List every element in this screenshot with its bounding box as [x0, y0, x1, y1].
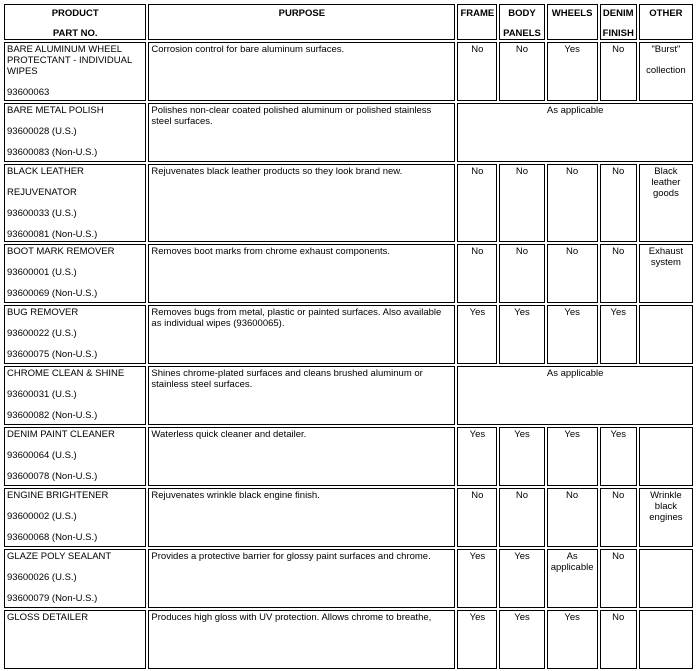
part-number: 93600081 (Non-U.S.)	[7, 229, 98, 240]
part-number: 93600028 (U.S.)	[7, 126, 77, 137]
part-number: 93600063	[7, 87, 50, 98]
wheels-cell: Yes	[547, 42, 598, 101]
part-number: 93600033 (U.S.)	[7, 208, 77, 219]
table-row	[4, 305, 693, 364]
body-panels-cell: Yes	[499, 549, 544, 608]
table-row	[4, 42, 693, 101]
part-number: 93600002 (U.S.)	[7, 511, 77, 522]
purpose-cell: Corrosion control for bare aluminum surfaces.	[148, 42, 455, 101]
purpose-cell: Shines chrome-plated surfaces and cleans brushed aluminum or stainless steel surfaces.	[148, 366, 455, 425]
wheels-cell: Yes	[547, 305, 598, 364]
purpose-cell: Produces high gloss with UV protection. Allows chrome to breathe,	[148, 610, 455, 669]
table-row	[4, 488, 693, 547]
denim-finish-cell: No	[600, 244, 637, 303]
product-name: GLAZE POLY SEALANT	[7, 551, 112, 562]
product-name: BARE METAL POLISH	[7, 105, 104, 116]
purpose-cell: Waterless quick cleaner and detailer.	[148, 427, 455, 486]
header-wheels-label: WHEELS	[551, 8, 593, 19]
header-other-label: OTHER	[649, 8, 683, 19]
denim-finish-cell: No	[600, 549, 637, 608]
part-number: 93600083 (Non-U.S.)	[7, 147, 98, 158]
header-other	[639, 4, 693, 40]
denim-finish-cell: Yes	[600, 427, 637, 486]
body-panels-cell: No	[499, 164, 544, 242]
header-row	[4, 4, 693, 40]
purpose-cell: Rejuvenates wrinkle black engine finish.	[148, 488, 455, 547]
other-cell	[639, 549, 693, 608]
purpose-cell: Removes boot marks from chrome exhaust components.	[148, 244, 455, 303]
applicability-cell: As applicable	[457, 103, 693, 162]
table-row	[4, 164, 693, 242]
header-frame	[457, 4, 497, 40]
frame-cell: Yes	[457, 610, 497, 669]
wheels-cell: Yes	[547, 427, 598, 486]
header-product-line2: PART NO.	[52, 28, 98, 39]
other-cell	[639, 42, 693, 101]
product-cell	[4, 610, 146, 669]
other-cell	[639, 305, 693, 364]
wheels-cell: No	[547, 244, 598, 303]
frame-cell: Yes	[457, 427, 497, 486]
header-body-line1: BODY	[508, 8, 536, 19]
part-number: 93600075 (Non-U.S.)	[7, 349, 98, 360]
part-number: 93600079 (Non-U.S.)	[7, 593, 98, 604]
product-name: CHROME CLEAN & SHINE	[7, 368, 125, 379]
header-frame-label: FRAME	[460, 8, 495, 19]
table-row	[4, 244, 693, 303]
purpose-cell: Polishes non-clear coated polished aluminum or polished stainless steel surfaces.	[148, 103, 455, 162]
table-row	[4, 427, 693, 486]
frame-cell: No	[457, 164, 497, 242]
part-number: 93600082 (Non-U.S.)	[7, 410, 98, 421]
wheels-cell: No	[547, 164, 598, 242]
header-denim-line1: DENIM	[602, 8, 634, 19]
header-product	[4, 4, 146, 40]
product-name: DENIM PAINT CLEANER	[7, 429, 115, 440]
part-number: 93600031 (U.S.)	[7, 389, 77, 400]
purpose-cell: Rejuvenates black leather products so they look brand new.	[148, 164, 455, 242]
product-name: GLOSS DETAILER	[7, 612, 89, 623]
product-cell	[4, 164, 146, 242]
denim-finish-cell: No	[600, 42, 637, 101]
table-row	[4, 610, 693, 669]
product-cell	[4, 488, 146, 547]
frame-cell: Yes	[457, 549, 497, 608]
product-name: BUG REMOVER	[7, 307, 79, 318]
other-cell	[639, 610, 693, 669]
frame-cell: No	[457, 244, 497, 303]
body-panels-cell: No	[499, 42, 544, 101]
other-cell: Exhaust system	[639, 244, 693, 303]
table-row	[4, 366, 693, 425]
body-panels-cell: No	[499, 244, 544, 303]
part-number: 93600026 (U.S.)	[7, 572, 77, 583]
frame-cell: No	[457, 42, 497, 101]
denim-finish-cell: No	[600, 164, 637, 242]
wheels-cell: Yes	[547, 610, 598, 669]
part-number: 93600069 (Non-U.S.)	[7, 288, 98, 299]
part-number: 93600078 (Non-U.S.)	[7, 471, 98, 482]
header-body-line2: PANELS	[503, 28, 541, 39]
product-cell	[4, 103, 146, 162]
header-wheels	[547, 4, 598, 40]
part-number: 93600001 (U.S.)	[7, 267, 77, 278]
product-cell	[4, 427, 146, 486]
applicability-cell: As applicable	[457, 366, 693, 425]
product-cell	[4, 244, 146, 303]
purpose-cell: Provides a protective barrier for glossy paint surfaces and chrome.	[148, 549, 455, 608]
product-name: BLACK LEATHER	[7, 166, 84, 177]
header-purpose	[148, 4, 455, 40]
wheels-cell: No	[547, 488, 598, 547]
denim-finish-cell: No	[600, 610, 637, 669]
header-denim-finish	[600, 4, 637, 40]
other-cell	[639, 427, 693, 486]
part-number: 93600022 (U.S.)	[7, 328, 77, 339]
product-cell	[4, 305, 146, 364]
product-cell	[4, 42, 146, 101]
table-row	[4, 103, 693, 162]
product-name: BOOT MARK REMOVER	[7, 246, 115, 257]
part-number: 93600064 (U.S.)	[7, 450, 77, 461]
frame-cell: No	[457, 488, 497, 547]
frame-cell: Yes	[457, 305, 497, 364]
other-line: "Burst"	[651, 44, 681, 55]
product-cell	[4, 549, 146, 608]
other-line: collection	[646, 65, 686, 76]
product-name: BARE ALUMINUM WHEEL PROTECTANT - INDIVIDUAL WIPES	[7, 44, 132, 77]
other-cell: Wrinkle black engines	[639, 488, 693, 547]
body-panels-cell: No	[499, 488, 544, 547]
body-panels-cell: Yes	[499, 610, 544, 669]
header-denim-line2: FINISH	[602, 28, 634, 39]
header-body-panels	[499, 4, 544, 40]
products-table	[2, 2, 695, 671]
body-panels-cell: Yes	[499, 427, 544, 486]
header-purpose-label: PURPOSE	[278, 8, 326, 19]
denim-finish-cell: No	[600, 488, 637, 547]
product-name: ENGINE BRIGHTENER	[7, 490, 109, 501]
table-row	[4, 549, 693, 608]
header-product-line1: PRODUCT	[51, 8, 99, 19]
wheels-cell: As applicable	[547, 549, 598, 608]
body-panels-cell: Yes	[499, 305, 544, 364]
product-cell	[4, 366, 146, 425]
denim-finish-cell: Yes	[600, 305, 637, 364]
purpose-cell: Removes bugs from metal, plastic or painted surfaces. Also available as individual wipes (93600065).	[148, 305, 455, 364]
product-name: REJUVENATOR	[7, 187, 77, 198]
other-cell: Black leather goods	[639, 164, 693, 242]
part-number: 93600068 (Non-U.S.)	[7, 532, 98, 543]
